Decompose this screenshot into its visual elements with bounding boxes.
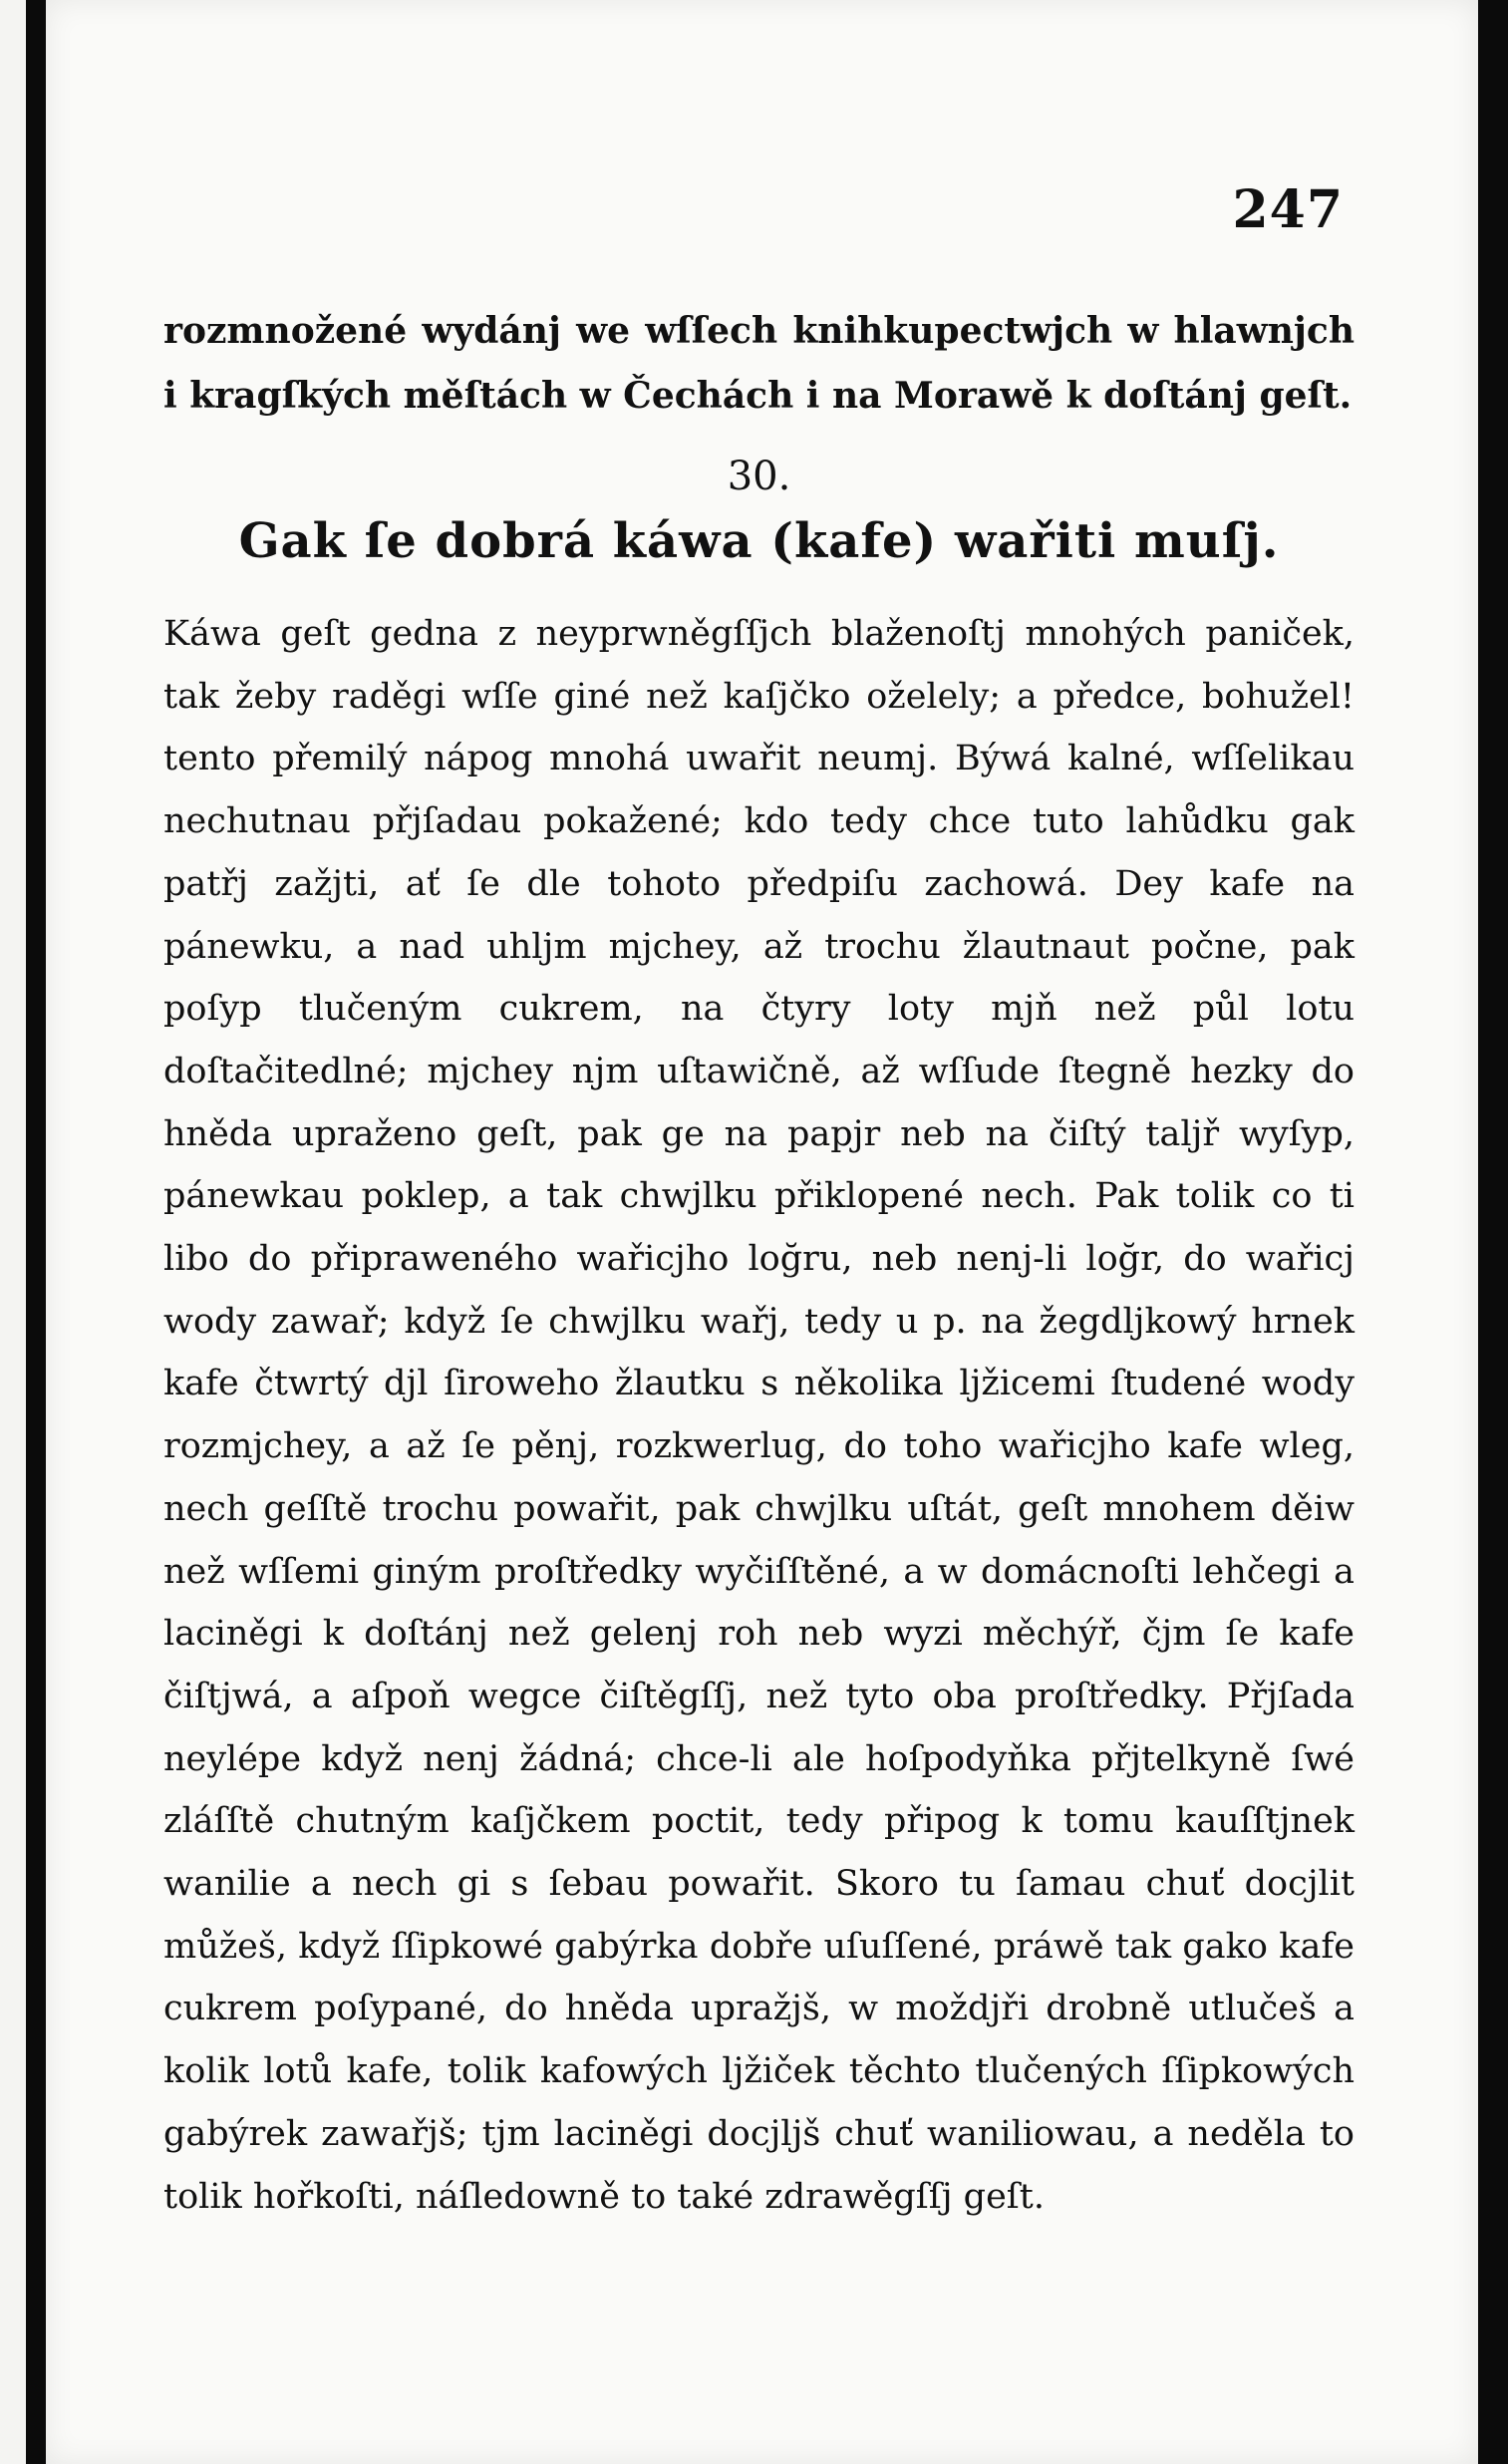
adjacent-page-edge (0, 0, 26, 2464)
section-title: Gak ſe dobrá káwa (kafe) wařiti muſj. (238, 513, 1280, 569)
body-paragraph: Káwa geſt gedna z neyprwněgſſjch blaženoſtj mnohých paniček, tak žeby raděgi wſſe giné než kaſjčko oželely; a předce, bohužel! tento přemilý nápog mnohá uwařit neumj. Býwá kalné, wſſelikau nechutnau přjſadau pokažené; kdo tedy chce tuto lahůdku gak patřj zažjti, ať ſe dle tohoto předpiſu zachowá. Dey kafe na pánewku, a nad uhljm mjchey, až trochu žlautnaut počne, pak poſyp tlučeným cukrem, na čtyry loty mjň než půl lotu doſtačitedlné; mjchey njm uſtawičně, až wſſude ſtegně hezky do hněda upraženo geſt, pak ge na papjr neb na čiſtý taljř wyſyp, pánewkau poklep, a tak chwjlku přiklopené nech. Pak tolik co ti libo do připraweného wařicjho loğru, neb nenj-li loğr, do wařicj wody zawař; když ſe chwjlku wařj, tedy u p. na žegdljkowý hrnek kafe čtwrtý djl ſiroweho žlautku s několika ljžicemi ſtudené wody rozmjchey, a až ſe pěnj, rozkwerlug, do toho wařicjho kafe wleg, nech geſſtě trochu powařit, pak chwjlku uſtát, geſt mnohem děiw než wſſemi giným proſtředky wyčiſſtěné, a w domácnoſti lehčegi a laciněgi k doſtánj než gelenj roh neb wyzi měchýř, čjm ſe kafe čiſtjwá, a aſpoň wegce čiſtěgſſj, než tyto oba proſtředky. Přjſada neylépe když nenj žádná; chce-li ale hoſpodyňka přjtelkyně ſwé zláſſtě chutným kaſjčkem poctit, tedy připog k tomu kauſſtjnek wanilie a nech gi s ſebau powařit. Skoro tu ſamau chuť docjlit můžeš, když ſſipkowé gabýrka dobře uſuſſené, práwě tak gako kafe cukrem poſypané, do hněda upražjš, w moždjři drobně utlučeš a kolik lotů kafe, tolik kafowých ljžiček těchto tlučených ſſipkowých gabýrek zawařjš; tjm laciněgi docjljš chuť waniliowau, a neděla to tolik hořkoſti, náſledowně to také zdrawěgſſj geſt. (163, 614, 1355, 2217)
page-number: 247 (1232, 179, 1344, 240)
book-page (46, 0, 1478, 2464)
intro-paragraph: rozmnožené wydánj we wſſech knihkupectwjch w hlawnjch i kragſkých měſtách w Čechách i na Morawě k doſtánj geſt. (163, 310, 1355, 417)
section-number: 30. (727, 454, 791, 499)
